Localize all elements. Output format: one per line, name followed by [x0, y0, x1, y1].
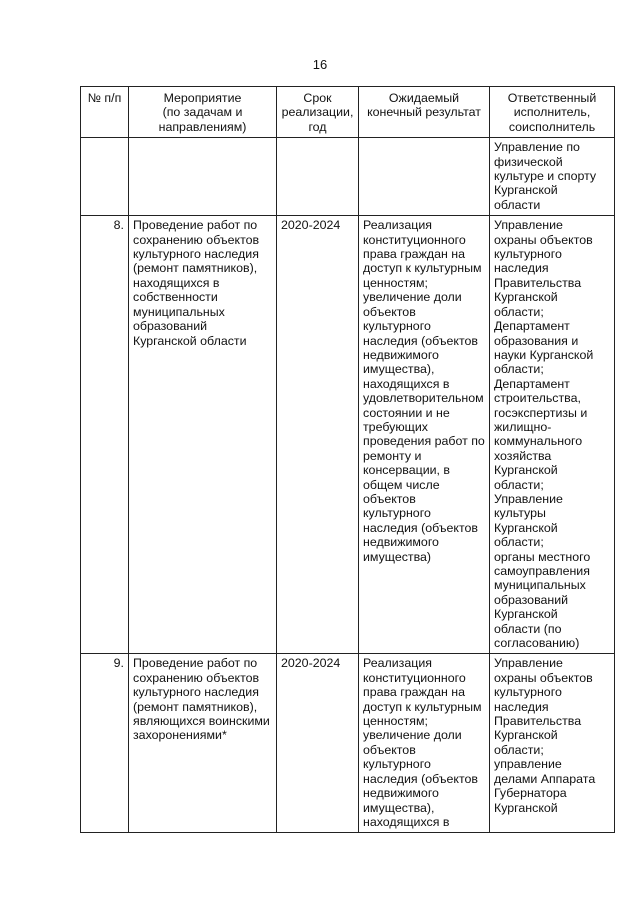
table-row: [81, 654, 615, 833]
row-executor: Управление охраны объектов культурного наследия Правительства Курганской области; управление делами Аппарата Губернатора Курганской: [490, 654, 615, 833]
row-event: Проведение работ по сохранению объектов культурного наследия (ремонт памятников), являющихся воинскими захоронениями*: [129, 654, 277, 833]
page-number: 16: [312, 57, 328, 72]
row-result: Реализация конституционного права граждан на доступ к культурным ценностям; увеличение доли объектов культурного наследия (объектов недвижимого имущества), находящихся в удовлетворительном состоянии и не требующих проведения работ по ремонту и консервации, в общем числе объектов культурного наследия (объектов недвижимого имущества): [359, 216, 490, 654]
row-term: [277, 138, 359, 216]
row-executor: Управление по физической культуре и спорту Курганской области: [490, 138, 615, 216]
row-result: [359, 138, 490, 216]
row-event: [129, 138, 277, 216]
row-term: 2020-2024: [277, 216, 359, 654]
header-event: Мероприятие (по задачам и направлениям): [129, 87, 277, 138]
row-number: [81, 138, 129, 216]
row-result: Реализация конституционного права граждан на доступ к культурным ценностям; увеличение доли объектов культурного наследия (объектов недвижимого имущества), находящихся в: [359, 654, 490, 833]
header-result: Ожидаемый конечный результат: [359, 87, 490, 138]
activities-table: [80, 86, 615, 833]
header-executor: Ответственный исполнитель, соисполнитель: [490, 87, 615, 138]
row-event: Проведение работ по сохранению объектов культурного наследия (ремонт памятников), находящихся в собственности муниципальных образований Курганской области: [129, 216, 277, 654]
row-term: 2020-2024: [277, 654, 359, 833]
table-row: [81, 138, 615, 216]
table-row: [81, 216, 615, 654]
header-number: № п/п: [81, 87, 129, 138]
header-term: Срок реализации, год: [277, 87, 359, 138]
table-header-row: [81, 87, 615, 138]
row-number: 8.: [81, 216, 129, 654]
row-number: 9.: [81, 654, 129, 833]
row-executor: Управление охраны объектов культурного наследия Правительства Курганской области; Департамент образования и науки Курганской области; Департамент строительства, госэкспертизы и жилищно- коммунального хозяйства Курганской области; Управление культуры Курганской области; органы местного самоуправления муниципальных образований Курганской области (по согласованию): [490, 216, 615, 654]
